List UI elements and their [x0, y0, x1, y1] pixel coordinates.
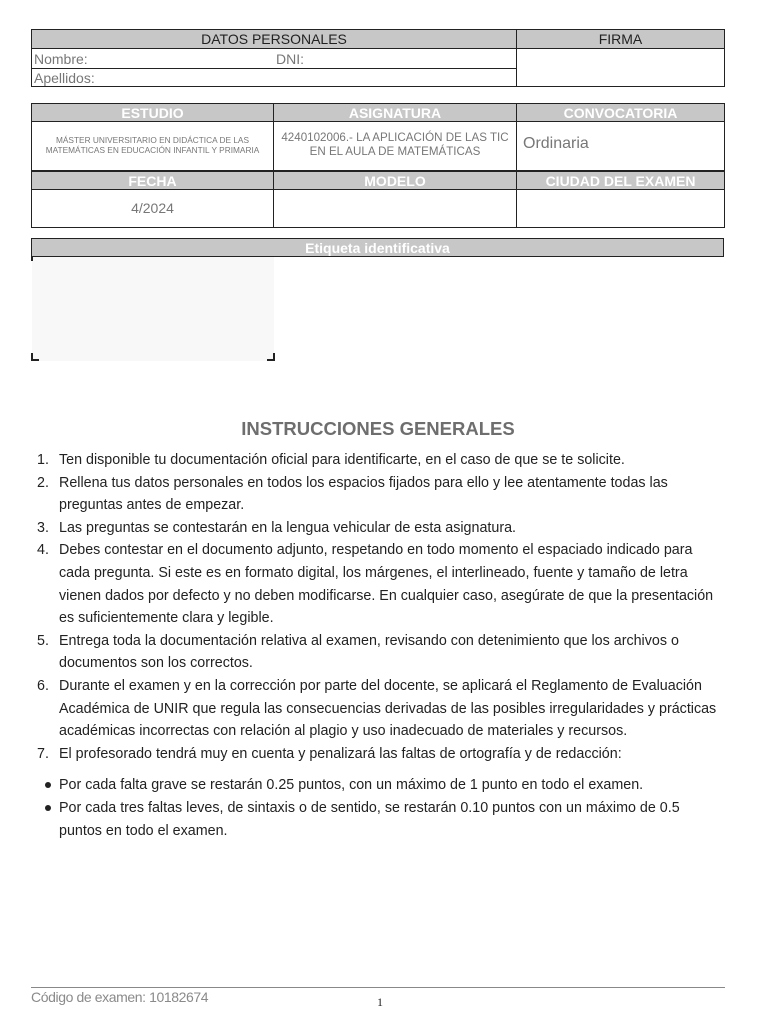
id-label-header: Etiqueta identificativa	[31, 238, 724, 257]
instruction-number: 7.	[37, 745, 49, 762]
instruction-number: 1.	[37, 452, 49, 468]
instruction-number: 3.	[37, 519, 49, 536]
subject-value-line1: 4240102006.- LA APLICACIÓN DE LAS TIC	[281, 131, 509, 144]
instruction-line: Rellena tus datos personales en todos los espacios fijados para ello y lee atentamente todas las	[59, 474, 668, 491]
bullet-line: Por cada falta grave se restarán 0.25 puntos, con un máximo de 1 punto en todo el examen.	[59, 777, 644, 794]
model-cell	[273, 189, 517, 228]
instruction-line: Ten disponible tu documentación oficial para identificarte, en el caso de que se te solicite.	[59, 452, 625, 468]
bullet-line: puntos en todo el examen.	[59, 822, 228, 839]
signature-box	[516, 48, 725, 87]
instruction-line: académicas incorrectas con relación al plagio y uso inadecuado de materiales y recursos.	[59, 723, 628, 740]
bullet-icon	[45, 805, 51, 811]
surname-row	[31, 68, 517, 87]
name-dni-row	[31, 48, 517, 69]
instruction-line: Entrega toda la documentación relativa al examen, revisando con detenimiento que los archivos o	[59, 632, 679, 649]
study-cell	[31, 121, 274, 171]
model-header: MODELO	[273, 171, 517, 190]
surname-label: Apellidos:	[34, 70, 95, 86]
instruction-line: vienen dados por defecto y no deben modificarse. En cualquier caso, asegúrate de que la presentación	[59, 587, 714, 604]
dni-label: DNI:	[276, 51, 304, 67]
corner-mark-br	[267, 353, 275, 361]
call-cell	[516, 121, 725, 171]
instruction-number: 5.	[37, 632, 49, 649]
instruction-line: Las preguntas se contestarán en la lengua vehicular de esta asignatura.	[59, 519, 517, 536]
instruction-line: cada pregunta. Si este es en formato digital, los márgenes, el interlineado, fuente y tamaño de letra	[59, 565, 688, 581]
instructions-title: INSTRUCCIONES GENERALES	[241, 418, 515, 439]
bullet-icon	[45, 782, 51, 788]
instruction-number: 2.	[37, 474, 49, 491]
instruction-line: Debes contestar en el documento adjunto, respetando en todo momento el espaciado indicado para	[59, 542, 693, 559]
instruction-line: Durante el examen y en la corrección por parte del docente, se aplicará el Reglamento de Evaluación	[59, 678, 702, 694]
instruction-line: preguntas antes de empezar.	[59, 497, 245, 514]
exam-code: Código de examen: 10182674	[31, 989, 209, 1005]
instruction-line: El profesorado tendrá muy en cuenta y penalizará las faltas de ortografía y de redacción:	[59, 745, 622, 762]
date-value: 4/2024	[131, 200, 174, 216]
exam-city-cell	[516, 189, 725, 228]
page-number: 1	[377, 995, 383, 1009]
instruction-line: Académica de UNIR que regula las consecuencias derivadas de las posibles irregularidades y prácticas	[59, 700, 717, 717]
date-header: FECHA	[31, 171, 274, 190]
id-label-area	[32, 257, 274, 361]
subject-value-line2: EN EL AULA DE MATEMÁTICAS	[309, 145, 481, 158]
date-cell	[31, 189, 274, 228]
personal-data-header: DATOS PERSONALES	[31, 29, 517, 49]
instruction-line: documentos son los correctos.	[59, 655, 253, 672]
study-value-line2: MATEMÁTICAS EN EDUCACIÓN INFANTIL Y PRIMARIA	[45, 145, 260, 155]
subject-cell	[273, 121, 517, 171]
study-value-line1: MÁSTER UNIVERSITARIO EN DIDÁCTICA DE LAS	[55, 135, 249, 145]
exam-city-header: CIUDAD DEL EXAMEN	[516, 171, 725, 190]
instruction-line: es suficientemente clara y legible.	[59, 610, 274, 627]
corner-mark-bl	[31, 353, 39, 361]
corner-mark-tl	[31, 257, 39, 261]
instruction-number: 4.	[37, 542, 49, 559]
signature-header: FIRMA	[516, 29, 725, 49]
name-label: Nombre:	[34, 51, 88, 67]
call-value: Ordinaria	[523, 135, 589, 152]
subject-header: ASIGNATURA	[273, 103, 517, 122]
instruction-number: 6.	[37, 678, 49, 694]
bullet-line: Por cada tres faltas leves, de sintaxis o de sentido, se restarán 0.10 puntos con un máximo de 0.5	[59, 800, 680, 816]
call-header: CONVOCATORIA	[516, 103, 725, 122]
study-header: ESTUDIO	[31, 103, 274, 122]
